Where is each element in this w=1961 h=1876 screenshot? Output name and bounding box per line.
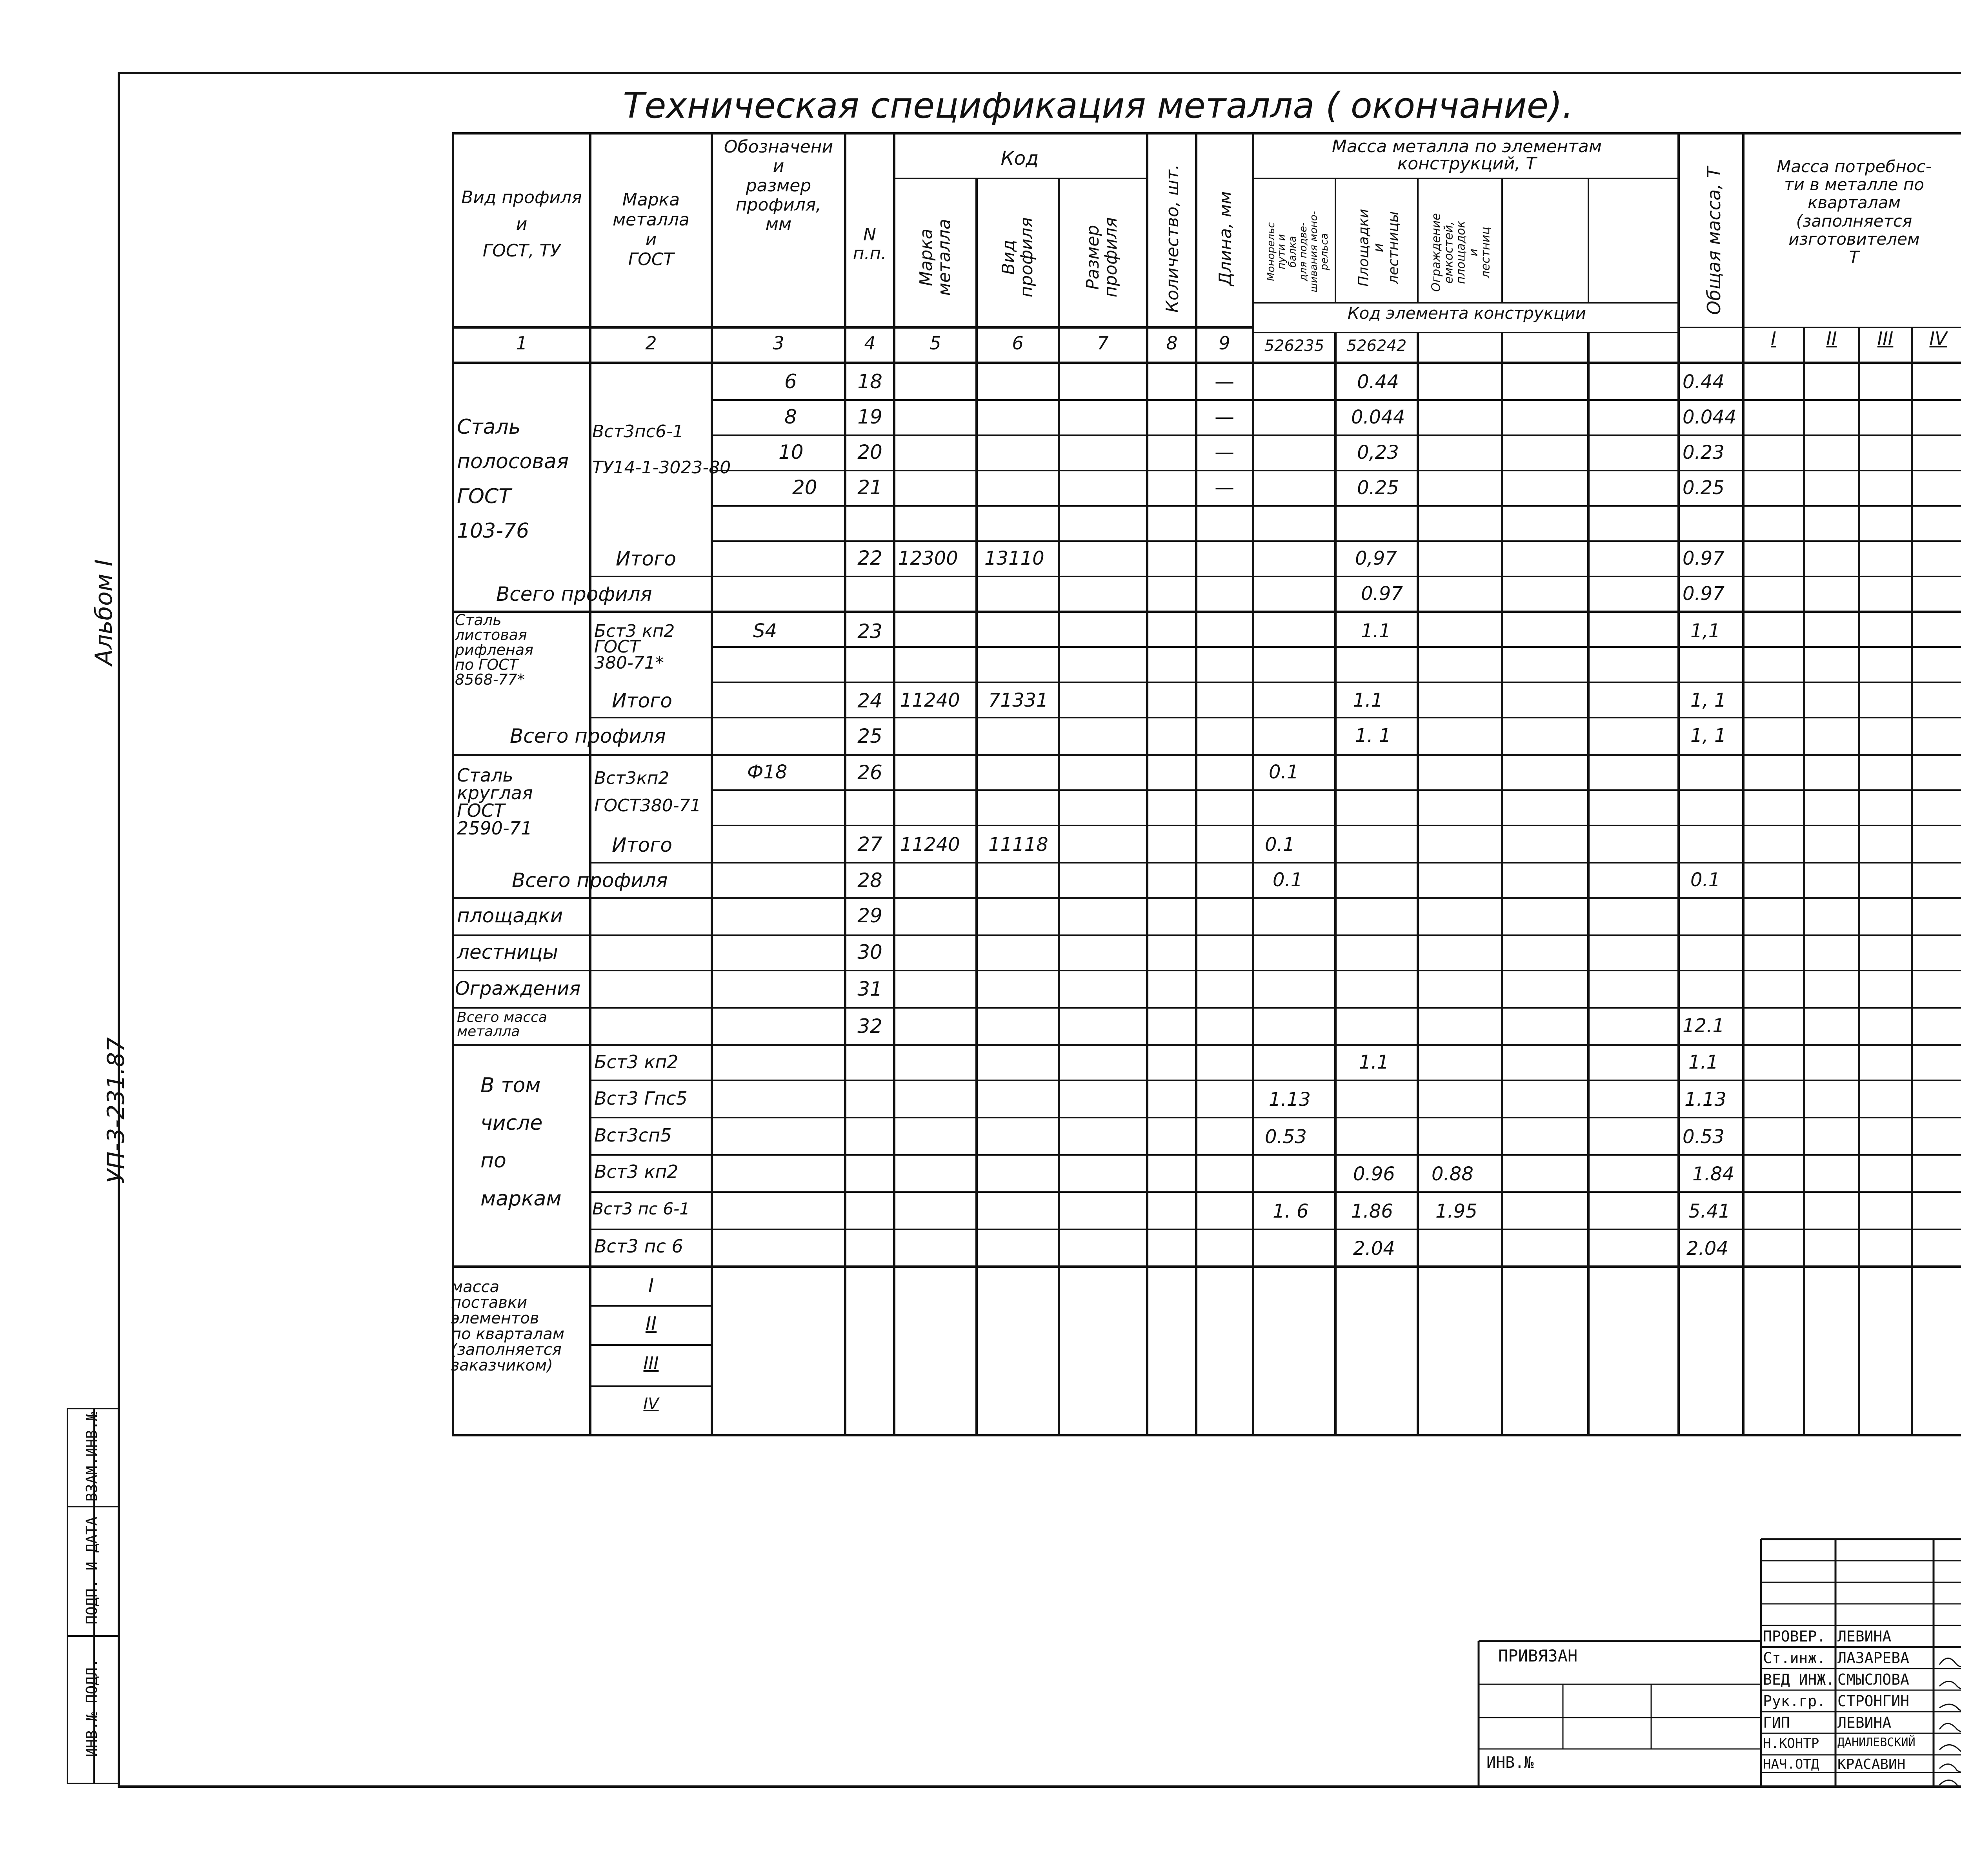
quarter-header-2: II [1826, 328, 1837, 349]
quarter-row-1: I [648, 1275, 654, 1297]
tb-name-7: КРАСАВИН [1837, 1756, 1906, 1772]
header-profile-size: Размер профиля [1082, 217, 1121, 298]
header-designation-size: Обозначени и размер профиля, мм [724, 137, 833, 234]
tb-name-6: ДАНИЛЕВСКИЙ [1837, 1736, 1916, 1749]
header-code: Код [1001, 147, 1039, 169]
tb-role-3: ВЕД ИНЖ. [1763, 1671, 1835, 1688]
col-num-1: 1 [516, 333, 528, 354]
tb-role-7: НАЧ.ОТД [1763, 1756, 1819, 1772]
s2-size: S4 [753, 620, 777, 642]
album-code: УП-3-231.87 [102, 1037, 130, 1184]
s3-profile: Сталь круглая ГОСТ 2590-71 [457, 765, 533, 839]
tb-inv-no: ИНВ.№ [1486, 1754, 1534, 1772]
s2-mark: Бст3 кп2 ГОСТ 380-71* [594, 621, 675, 673]
header-profile-type: Вид профиля [998, 217, 1037, 298]
stamp-vzam-inv: ВЗАМ.ИНВ.№ [83, 1412, 101, 1502]
header-monorail: Монорельс пути и балка для подве- шивания моно- рельса [1265, 211, 1331, 293]
stamp-podp-data: ПОДП. И ДАТА [83, 1516, 101, 1625]
col-num-5: 5 [930, 333, 941, 354]
header-metal-mark: Марка металла [916, 219, 954, 296]
tb-name-5: ЛЕВИНА [1837, 1714, 1892, 1731]
s3-mark: Вст3кп2 ГОСТ380-71 [594, 768, 701, 816]
col-num-8: 8 [1166, 333, 1178, 354]
s3-mono: 0.1 [1269, 761, 1299, 783]
quarter-row-3: III [643, 1353, 659, 1373]
header-mark-gost: Марка металла и ГОСТ [612, 190, 690, 269]
quarter-row-2: II [645, 1313, 657, 1335]
tb-role-1: ПРОВЕР. [1763, 1628, 1826, 1645]
col-num-2: 2 [645, 333, 657, 354]
tb-privyazan: ПРИВЯЗАН [1498, 1646, 1578, 1665]
quarter-header-4: IV [1929, 328, 1947, 349]
tb-role-4: Рук.гр. [1763, 1692, 1826, 1710]
element-code-526235: 526235 [1264, 337, 1324, 355]
by-mark-label: В том числе по маркам [480, 1074, 562, 1211]
tb-name-3: СМЫСЛОВА [1837, 1671, 1910, 1688]
header-quantity: Количество, шт. [1162, 164, 1182, 313]
tb-name-2: ЛАЗАРЕВА [1837, 1649, 1910, 1667]
s3-size: Ф18 [747, 761, 788, 783]
s2-total: 1,1 [1690, 620, 1721, 642]
col-num-4: 4 [864, 333, 876, 354]
header-mass-by-elements: Масса металла по элементам конструкций, Т [1332, 136, 1602, 174]
s2-n: 23 [857, 620, 882, 643]
header-element-code: Код элемента конструкции [1347, 304, 1586, 323]
header-item-number: N п.п. [853, 225, 887, 264]
tb-role-2: Ст.инж. [1763, 1649, 1826, 1667]
header-length: Длина, мм [1215, 191, 1235, 286]
tb-name-1: ЛЕВИНА [1837, 1628, 1892, 1645]
album-label: Альбом I [90, 559, 118, 665]
header-total-mass: Общая масса, Т [1703, 167, 1725, 315]
element-code-526242: 526242 [1346, 337, 1407, 355]
tb-name-4: СТРОНГИН [1837, 1692, 1910, 1710]
s1-mark: Вст3пс6-1 ТУ14-1-3023-80 [592, 422, 731, 478]
col-num-9: 9 [1219, 333, 1230, 354]
quarter-header-3: III [1877, 328, 1894, 349]
col-num-7: 7 [1097, 333, 1109, 354]
s3-n: 26 [857, 761, 882, 784]
header-platforms: Площадки и лестницы [1355, 209, 1401, 287]
s1-profile: Сталь полосовая ГОСТ 103-76 [457, 415, 569, 543]
tb-role-5: ГИП [1763, 1714, 1790, 1731]
s2-mass: 1.1 [1361, 620, 1391, 642]
header-quarter-need: Масса потребнос- ти в металле по кварталам (заполняется изготовителем Т [1777, 157, 1932, 267]
col-num-6: 6 [1012, 333, 1024, 354]
quarter-row-4: IV [643, 1395, 659, 1413]
stamp-inv-podl: ИНВ.№ ПОДЛ. [83, 1658, 101, 1757]
tb-role-6: Н.КОНТР [1763, 1736, 1819, 1751]
page-title: Техническая спецификация металла ( окончание). [623, 85, 1574, 126]
col-num-3: 3 [773, 333, 784, 354]
header-profile-gost: Вид профиля и ГОСТ, ТУ [461, 187, 582, 261]
delivery-label: масса поставки элементов по кварталам (заполняется заказчиком) [451, 1278, 565, 1374]
quarter-header-1: I [1771, 328, 1776, 349]
drawing-sheet: Альбом I УП-3-231.87 ИНВ.№ ПОДЛ. ПОДП. И ДАТА ВЗАМ.ИНВ.№ Техническая спецификация металла ( окончание). Вид профиля и ГОСТ, ТУ Марка металла и ГОСТ Обозначени и размер профиля, мм N п.п. Код Марка металла Вид профиля Размер профиля Количество, шт. Длина, мм Масса металла по элементам конструкций, Т Монорельс пути и балка для подве- шивания моно- рельса Площадки и лестницы Ограждение емкостей, площадок и лестниц Код элемента конструкции Общая масса, Т Масса потребнос- ти в металле по кварталам (заполняется изготовителем Т 1 2 3 4 5 6 7 8 9 526235 526242 I II III IV Сталь полосовая ГОСТ 103-76 Вст3пс6-1 ТУ14-1-3023-80 6 18 — 0.44 0.44 8 19 — 0.044 0.044 10 20 — 0,23 0.23 20 21 — 0.25 0.25 Итого 22 12300 13110 0,97 0.97 Всего профиля 0.97 0.97 Сталь листовая рифленая по ГОСТ 8568-77* Бст3 кп2 ГОСТ 380-71* S4 23 1.1 1,1 Итого 24 11240 71331 1.1 1, 1 Всего профиля 25 1. 1 1, 1 Сталь круглая ГОСТ 2590-71 Вст3кп2 ГОСТ380-71 Ф18 26 0.1 Итого 27 11240 11118 0.1 Всего профиля 28 0.1 0.1 площадки 29 лестницы 30 Ограждения 31 Всего масса металла 32 12.1 В том числе по маркам Бст3 кп2 1.1 1.1 Вст3 Гпс5 1.13 1.13 Вст3сп5 0.53 0.53 Вст3 кп2 0.96 0.88 1.84 Вст3 пс 6-1 1. 6 1.86 1.95 5.41 Вст3 пс 6 2.04 2.04 масса поставки элементов по кварталам (заполняется заказчиком) I II III IV ПРИВЯЗАН ИНВ.№ ПРОВЕР. Ст.инж. ВЕД ИНЖ. Рук.гр. ГИП Н.КОНТР НАЧ.ОТД ЛЕВИНА ЛАЗАРЕВА СМЫСЛОВА СТРОНГИН ЛЕВИНА ДАНИЛЕВСКИЙ КРАСАВИН [0, 0, 1961, 1876]
header-fencing: Ограждение емкостей, площадок и лестниц [1429, 213, 1493, 292]
s2-profile: Сталь листовая рифленая по ГОСТ 8568-77* [455, 611, 533, 688]
